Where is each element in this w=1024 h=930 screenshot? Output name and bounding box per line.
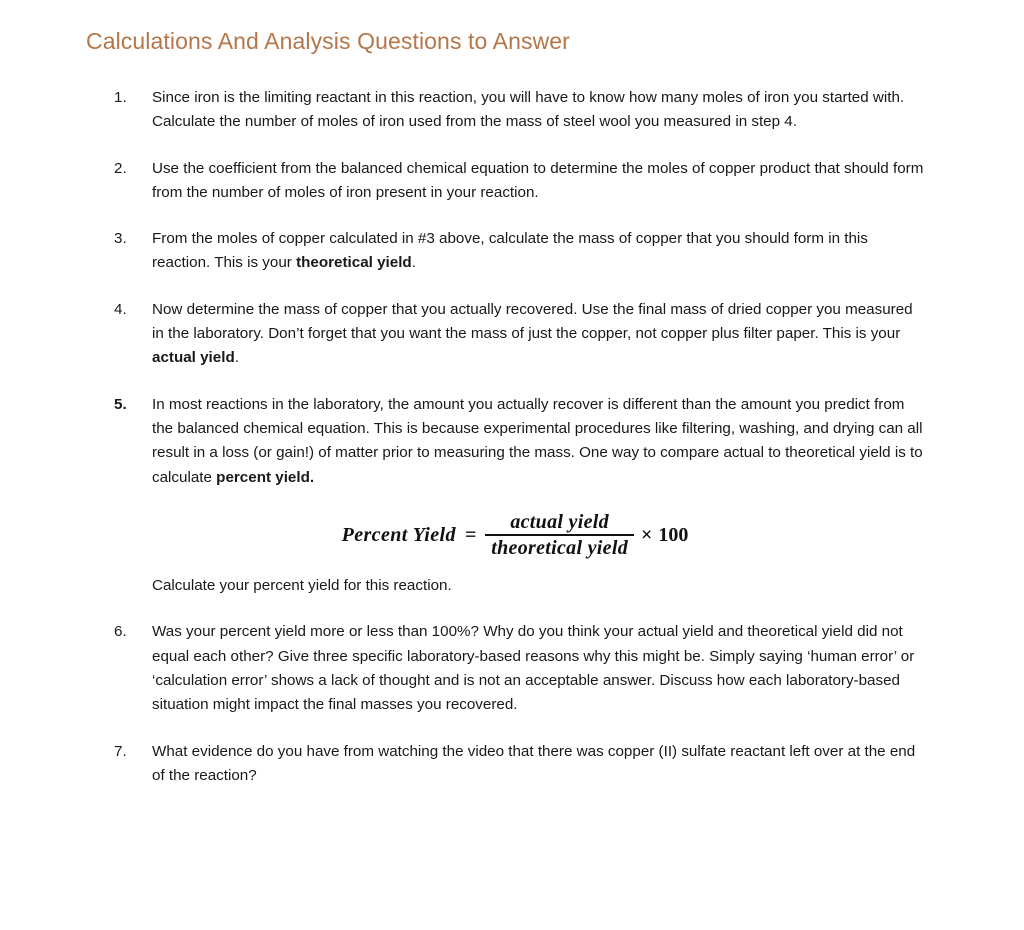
question-item-5 (0, 393, 1024, 490)
question-text-4 (152, 301, 913, 367)
question-text-4-lead: Now determine the mass of copper that you actually recovered. Use the final mass of dried copper you measured in the laboratory. Don’t forget that you want the mass of just the copper, not copper plus filter paper. This is your (152, 300, 913, 343)
questions-list (0, 86, 1024, 810)
formula-multiply-icon: × (641, 524, 653, 547)
question-number-7: 7. (114, 742, 127, 760)
formula-expression (342, 512, 689, 560)
question-text-2: Use the coefficient from the balanced chemical equation to determine the moles of copper product that should form from the number of moles of iron present in your reaction. (152, 159, 924, 201)
formula-multiplier: 100 (658, 524, 689, 547)
formula-equals-sign: = (464, 524, 477, 547)
question-item-2 (0, 157, 1024, 206)
question-text-5-emphasis: percent yield. (216, 468, 315, 486)
question-text-1: Since iron is the limiting reactant in this reaction, you will have to know how many moles of iron you started with. Calculate the number of moles of iron used from the mass of steel wool you measured in step 4. (152, 89, 905, 131)
question-text-7: What evidence do you have from watching the video that there was copper (II) sulfate reactant left over at the end of the reaction? (152, 742, 916, 784)
question-number-3: 3. (114, 230, 127, 248)
question-item-7 (0, 740, 1024, 789)
question-text-3 (152, 230, 868, 271)
question-text-3-emphasis: theoretical yield (296, 254, 412, 272)
question-number-1: 1. (114, 89, 127, 106)
page-title: Calculations And Analysis Questions to Answer (86, 28, 570, 54)
formula-left-side: Percent Yield (341, 524, 456, 547)
question-item-1 (0, 86, 1024, 135)
question-number-6: 6. (114, 623, 127, 641)
question-text-5 (152, 396, 923, 486)
question-item-6 (0, 620, 1024, 717)
question-number-2: 2. (114, 159, 127, 177)
formula-fraction (485, 512, 634, 560)
formula-denominator: theoretical yield (485, 534, 634, 560)
question-text-6: Was your percent yield more or less than 100%? Why do you think your actual yield and theoretical yield did not equal each other? Give three specific laboratory-based reasons why this might be. Simply saying ‘human error’ or ‘calculation error’ shows a lack of thought and is not an acceptable answer. Discuss how each laboratory-based situation might impact the final masses you recovered. (152, 623, 915, 714)
question-number-4: 4. (114, 300, 127, 318)
question-number-5: 5. (114, 395, 127, 413)
question-text-3-lead: From the moles of copper calculated in #3 above, calculate the mass of copper that you should form in this reaction. This is your (152, 230, 868, 272)
question-item-4 (0, 298, 1024, 371)
question-text-3-tail: . (411, 254, 416, 272)
formula-numerator: actual yield (510, 510, 609, 533)
percent-yield-formula (0, 512, 1024, 560)
question-item-3 (0, 227, 1024, 276)
followup-instruction: Calculate your percent yield for this reaction. (152, 577, 452, 595)
question-text-5-lead: In most reactions in the laboratory, the amount you actually recover is different than the amount you predict from the balanced chemical equation. This is because experimental procedures like filtering, washing, and drying can all result in a loss (or gain!) of matter prior to measuring the mass. One way to compare actual to theoretical yield is to calculate (152, 395, 923, 486)
question-text-4-emphasis: actual yield (152, 349, 235, 367)
question-text-4-tail: . (234, 349, 239, 367)
